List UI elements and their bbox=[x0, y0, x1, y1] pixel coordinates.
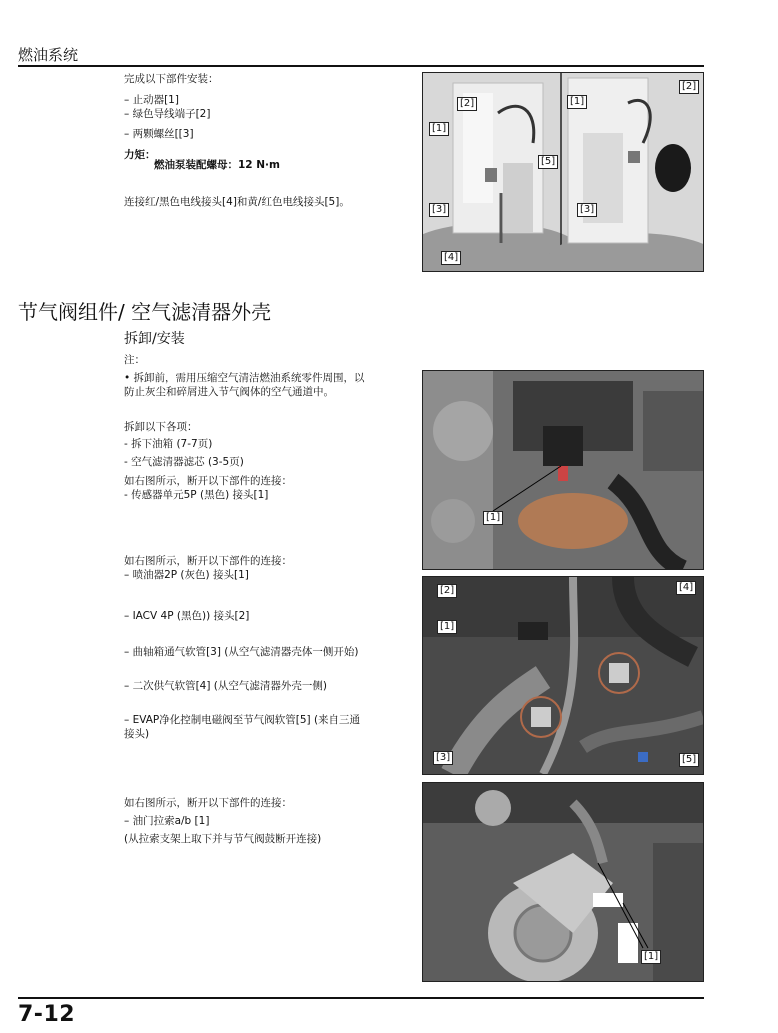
disconnect-evap-hose-line-2: 接头) bbox=[124, 728, 150, 740]
callout-label: [3] bbox=[433, 751, 453, 765]
callout-label: [2] bbox=[457, 97, 477, 111]
section-title: 节气阀组件/ 空气滤清器外壳 bbox=[18, 300, 272, 324]
disconnect-intro: 如右图所示，断开以下部件的连接： bbox=[124, 475, 292, 487]
note-label: 注： bbox=[124, 354, 145, 366]
callout-label: [1] bbox=[641, 950, 661, 964]
disconnect-intro-2: 如右图所示，断开以下部件的连接： bbox=[124, 555, 292, 567]
callout-label: [4] bbox=[441, 251, 461, 265]
callout-label: [1] bbox=[483, 511, 503, 525]
note-line-2: 防止灰尘和碎屑进入节气阀体的空气通道中。 bbox=[124, 386, 334, 398]
sensor-connector-photo bbox=[422, 370, 704, 570]
hoses-connectors-photo bbox=[422, 576, 704, 775]
footer-rule bbox=[18, 997, 704, 999]
note-line-1: • 拆卸前，需用压缩空气清洁燃油系统零件周围，以 bbox=[124, 372, 365, 384]
callout-label: [5] bbox=[679, 753, 699, 767]
install-item-green-terminal: – 绿色导线端子[2] bbox=[124, 108, 211, 120]
disconnect-secondary-air-hose: – 二次供气软管[4] (从空气滤清器外壳一侧) bbox=[124, 680, 327, 692]
callout-label: [1] bbox=[429, 122, 449, 136]
connect-instruction: 连接红/黑色电线接头[4]和黄/红色电线接头[5]。 bbox=[124, 196, 350, 208]
callout-label: [2] bbox=[679, 80, 699, 94]
header-rule bbox=[18, 65, 704, 67]
callout-label: [3] bbox=[577, 203, 597, 217]
disconnect-crankcase-hose: – 曲轴箱通气软管[3] (从空气滤清器壳体一侧开始) bbox=[124, 646, 359, 658]
disconnect-throttle-cable: – 油门拉索a/b [1] bbox=[124, 815, 210, 827]
disconnect-iacv: – IACV 4P (黑色)) 接头[2] bbox=[124, 610, 250, 622]
callout-label: [3] bbox=[429, 203, 449, 217]
throttle-cable-photo bbox=[422, 782, 704, 982]
callout-label: [4] bbox=[676, 581, 696, 595]
remove-item-tank: - 拆下油箱 (7-7页) bbox=[124, 438, 213, 450]
section-header-title: 燃油系统 bbox=[18, 46, 79, 64]
disconnect-intro-3: 如右图所示，断开以下部件的连接： bbox=[124, 797, 292, 809]
disconnect-sensor: - 传感器单元5P (黑色) 接头[1] bbox=[124, 489, 269, 501]
callout-label: [5] bbox=[538, 155, 558, 169]
throttle-cable-note: (从拉索支架上取下并与节气阀鼓断开连接) bbox=[124, 833, 322, 845]
install-item-screws: – 两颗螺丝[[3] bbox=[124, 128, 194, 140]
page-number: 7-12 bbox=[18, 1002, 76, 1027]
disconnect-evap-hose-line-1: – EVAP净化控制电磁阀至节气阀软管[5] (来自三通 bbox=[124, 714, 361, 726]
disconnect-injector: – 喷油器2P (灰色) 接头[1] bbox=[124, 569, 249, 581]
install-item-stopper: – 止动器[1] bbox=[124, 94, 179, 106]
torque-value: 燃油泵装配螺母：12 N·m bbox=[154, 159, 280, 171]
remove-item-filter: - 空气滤清器滤芯 (3-5页) bbox=[124, 456, 244, 468]
callout-label: [1] bbox=[567, 95, 587, 109]
torque-label: 力矩： bbox=[124, 149, 156, 161]
fuel-pump-photo bbox=[422, 72, 704, 272]
remove-intro: 拆卸以下各项： bbox=[124, 421, 198, 433]
callout-label: [2] bbox=[437, 584, 457, 598]
install-intro: 完成以下部件安装： bbox=[124, 73, 219, 85]
callout-label: [1] bbox=[437, 620, 457, 634]
section-subtitle: 拆卸/安装 bbox=[124, 331, 185, 347]
